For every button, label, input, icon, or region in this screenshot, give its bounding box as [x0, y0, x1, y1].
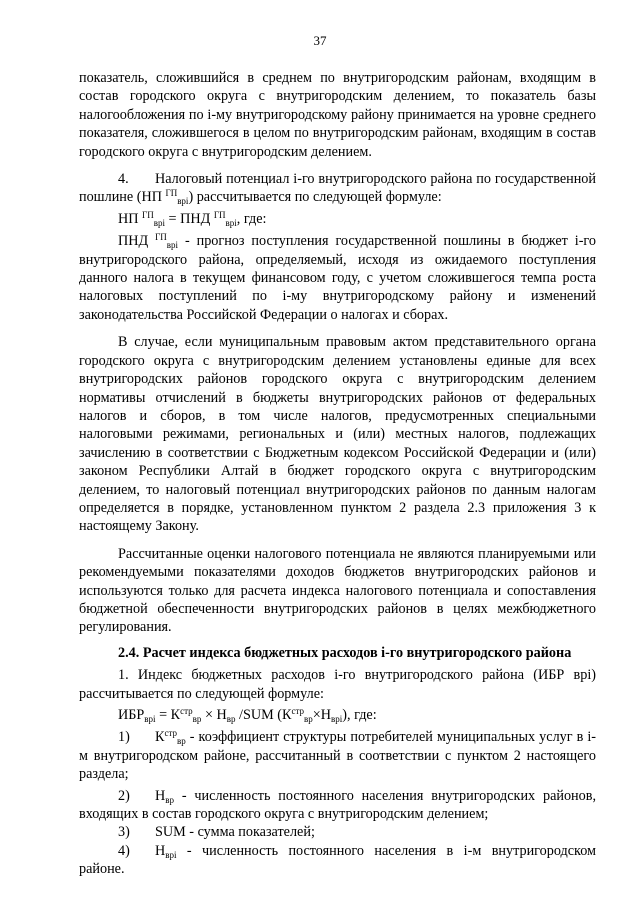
paragraph-item-4: 4. Налоговый потенциал i-го внутригородского района по государственной пошлине (НП $^{ГП}_{врi}$) рассчитывается по следующей формуле:: [79, 171, 596, 207]
section-heading: 2.4. Расчет индекса бюджетных расходов i-го внутригородского района: [118, 644, 572, 661]
list-item-4: 4) $Н_{врi}$ - численность постоянного населения в i-м внутригородском районе.: [79, 842, 596, 878]
paragraph-base-continuation: показатель, сложившийся в среднем по внутригородским районам, входящим в состав городского округа с внутригородским делением, то показатель базы налогообложения по i-му внутригородскому району принимается на уровне среднего показателя, сложившегося в целом по внутригородским районам, входящим в состав городского округа с внутригородским делением.: [79, 70, 596, 160]
formula-ibr: $ИБР_{врi} = К^{стр}_{вр} \times Н_{вр}$ /SUM $(К^{стр}_{вр}\times Н_{врi})$, где:: [118, 706, 377, 724]
list-item-2: 2) $Н_{вр}$ - численность постоянного населения внутригородских районов, входящих в состав городского округа с внутригородским делением;: [79, 787, 596, 823]
paragraph-normatives: В случае, если муниципальным правовым актом представительного органа городского округа с внутригородским делением установлены единые для всех внутригородских районов городского округа с внутригородским делением нормативы отчислений в бюджеты внутригородских районов от федеральных налогов и сборов, в том числе налогов, предусмотренных специальными налоговыми режимами, региональных и (или) местных налогов, подлежащих зачислению в соответствии с Бюджетным кодексом Российской Федерации и (или) законом Республики Алтай в бюджет городского округа с внутригородским делением, то налоговый потенциал внутригородских районов по данным налогам определяется в порядке, установленном пунктом 2 раздела 2.3 приложения 3 к настоящему Закону.: [79, 334, 596, 535]
paragraph-estimates: Рассчитанные оценки налогового потенциала не являются планируемыми или рекомендуемыми показателями доходов бюджетов внутригородских районов и используются только для расчета индекса налогового потенциала и сопоставления бюджетной обеспеченности внутригородских районов в целях межбюджетного регулирования.: [79, 545, 596, 636]
paragraph-index-intro: 1. Индекс бюджетных расходов i-го внутригородского района (ИБР врi) рассчитывается по следующей формуле:: [79, 667, 596, 702]
list-item-1: 1) $К^{стр}_{вр}$ - коэффициент структуры потребителей муниципальных услуг в i-м внутригородском районе, рассчитанный в соответствии с пунктом 2 настоящего раздела;: [79, 728, 596, 783]
item-number: 4.: [118, 171, 129, 188]
list-item-3: 3) SUM - сумма показателей;: [118, 824, 315, 841]
page-number: 37: [313, 33, 327, 48]
paragraph-pnd-definition: ПНД $^{ГП}_{врi}$ - прогноз поступления государственной пошлины в бюджет i-го внутригородского района, определяемый, исходя из ожидаемого поступления данного налога в текущем финансовом году, с учетом сложившегося темпа роста налоговых поступлений по i-му внутригородскому району и изменений законодательства Российской Федерации о налогах и сборах.: [79, 232, 596, 323]
document-body: [79, 69, 596, 879]
formula-gp: НП $^{ГП}_{врi}$ = ПНД $^{ГП}_{врi}$, где:: [118, 209, 267, 228]
